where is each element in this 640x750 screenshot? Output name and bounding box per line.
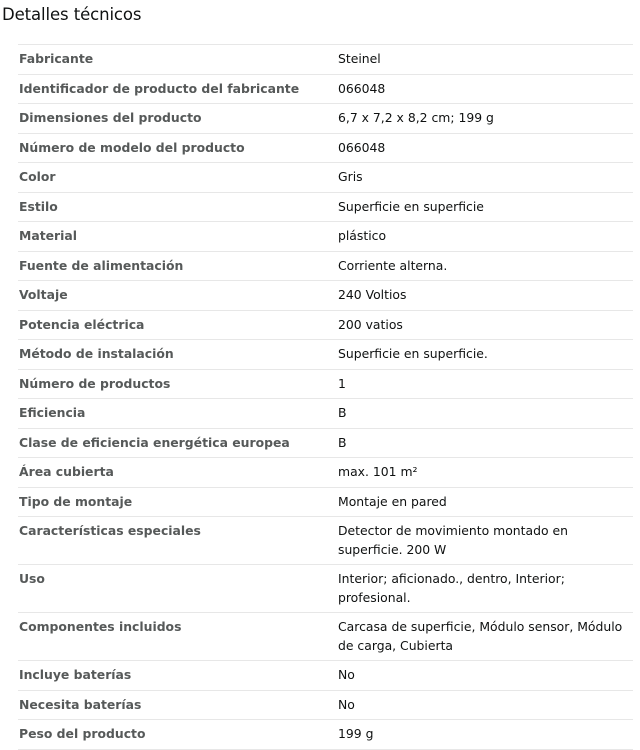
spec-label: Estilo [18, 192, 337, 222]
spec-value: 6,7 x 7,2 x 8,2 cm; 199 g [337, 104, 633, 134]
spec-value: B [337, 399, 633, 429]
spec-row-dimensiones [18, 104, 633, 134]
spec-row-incluye-baterias [18, 661, 633, 691]
spec-value: Steinel [337, 45, 633, 75]
spec-row-clase-eficiencia [18, 428, 633, 458]
spec-row-peso [18, 720, 633, 750]
spec-label: Fabricante [18, 45, 337, 75]
spec-label: Componentes incluidos [18, 613, 337, 661]
spec-label: Eficiencia [18, 399, 337, 429]
spec-label: Identificador de producto del fabricante [18, 74, 337, 104]
spec-label: Fuente de alimentación [18, 251, 337, 281]
spec-row-potencia [18, 310, 633, 340]
spec-label: Dimensiones del producto [18, 104, 337, 134]
spec-label: Características especiales [18, 517, 337, 565]
spec-value: Corriente alterna. [337, 251, 633, 281]
spec-value: 1 [337, 369, 633, 399]
spec-row-fuente [18, 251, 633, 281]
spec-label: Método de instalación [18, 340, 337, 370]
spec-label: Color [18, 163, 337, 193]
spec-value: max. 101 m² [337, 458, 633, 488]
spec-label: Incluye baterías [18, 661, 337, 691]
spec-label: Uso [18, 565, 337, 613]
spec-value: Montaje en pared [337, 487, 633, 517]
spec-value: 066048 [337, 74, 633, 104]
spec-row-uso [18, 565, 633, 613]
spec-row-fabricante [18, 45, 633, 75]
spec-row-identificador [18, 74, 633, 104]
spec-row-modelo [18, 133, 633, 163]
spec-value: Gris [337, 163, 633, 193]
spec-value: Superficie en superficie. [337, 340, 633, 370]
spec-value: 240 Voltios [337, 281, 633, 311]
spec-label: Tipo de montaje [18, 487, 337, 517]
spec-label: Área cubierta [18, 458, 337, 488]
spec-value: No [337, 661, 633, 691]
spec-value: 200 vatios [337, 310, 633, 340]
spec-row-numero-productos [18, 369, 633, 399]
spec-row-area [18, 458, 633, 488]
spec-label: Necesita baterías [18, 690, 337, 720]
spec-value: Interior; aficionado., dentro, Interior; profesional. [337, 565, 633, 613]
spec-label: Peso del producto [18, 720, 337, 750]
spec-row-caracteristicas [18, 517, 633, 565]
spec-row-voltaje [18, 281, 633, 311]
spec-value: Detector de movimiento montado en superficie. 200 W [337, 517, 633, 565]
spec-row-color [18, 163, 633, 193]
spec-row-estilo [18, 192, 633, 222]
spec-label: Material [18, 222, 337, 252]
spec-row-componentes [18, 613, 633, 661]
spec-value: 066048 [337, 133, 633, 163]
spec-label: Potencia eléctrica [18, 310, 337, 340]
spec-value: B [337, 428, 633, 458]
spec-value: plástico [337, 222, 633, 252]
spec-label: Número de productos [18, 369, 337, 399]
spec-label: Clase de eficiencia energética europea [18, 428, 337, 458]
spec-value: 199 g [337, 720, 633, 750]
spec-label: Voltaje [18, 281, 337, 311]
spec-row-tipo-montaje [18, 487, 633, 517]
spec-value: Superficie en superficie [337, 192, 633, 222]
spec-value: Carcasa de superficie, Módulo sensor, Módulo de carga, Cubierta [337, 613, 633, 661]
spec-row-material [18, 222, 633, 252]
spec-row-necesita-baterias [18, 690, 633, 720]
spec-label: Número de modelo del producto [18, 133, 337, 163]
spec-row-metodo [18, 340, 633, 370]
spec-value: No [337, 690, 633, 720]
spec-row-eficiencia [18, 399, 633, 429]
section-title: Detalles técnicos [2, 5, 142, 24]
technical-details-table [18, 44, 633, 750]
